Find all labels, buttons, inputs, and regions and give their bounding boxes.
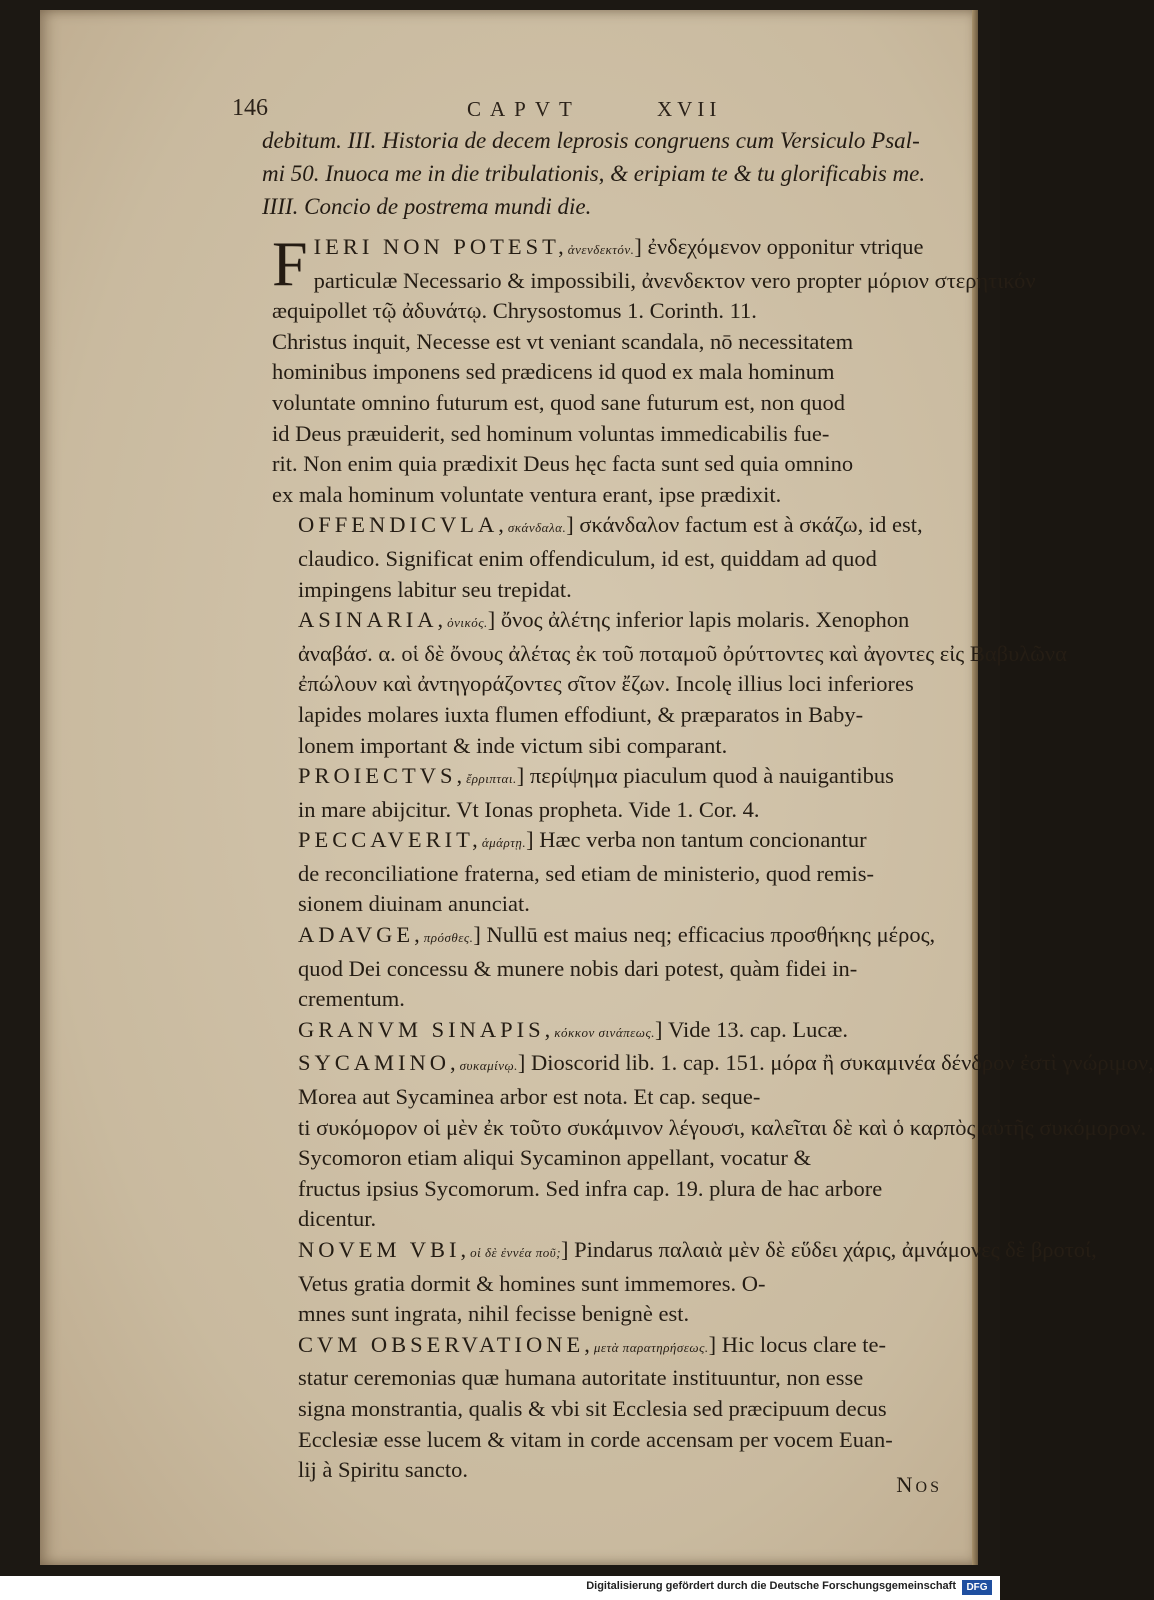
dfg-logo: DFG <box>962 1580 992 1595</box>
footer-bar <box>0 1576 1000 1600</box>
text-line <box>272 954 942 985</box>
text-line <box>272 1455 942 1486</box>
line-text: ] Nullū est maius neq; efficacius προσθήκης μέρος, <box>473 922 936 948</box>
lemma: NOVEM VBI, <box>298 1237 471 1262</box>
summary-line: debitum. III. Historia de decem leprosis congruens cum Versiculo Psal- <box>262 128 920 153</box>
text-line <box>272 889 942 920</box>
text-line <box>272 232 942 266</box>
greek-gloss: κόκκον σινάπεως. <box>554 1024 655 1040</box>
text-line <box>272 639 1067 670</box>
line-text: statur ceremonias quæ humana autoritate instituuntur, non esse <box>298 1365 864 1391</box>
catchword: Nos <box>896 1472 942 1497</box>
line-text: rit. Non enim quia prædixit Deus hęc facta sunt sed quia omnino <box>272 451 854 477</box>
text-line <box>272 327 942 358</box>
greek-gloss: πρόσθες. <box>423 930 474 946</box>
line-text: quod Dei concessu & munere nobis dari potest, quàm fidei in- <box>298 955 858 981</box>
commentary-entry <box>272 1015 942 1049</box>
summary-line: IIII. Concio de postrema mundi die. <box>262 194 592 219</box>
text-line <box>272 731 942 762</box>
text-line <box>272 920 942 954</box>
greek-gloss: συκαμίνῳ. <box>459 1058 518 1074</box>
text-line <box>272 700 942 731</box>
line-text: ἀναβάσ. α. οἱ δὲ ὄνους ἀλέτας ἐκ τοῦ ποταμοῦ ὀρύττοντες καὶ ἀγοντες εἰς Βαβυλῶνα <box>298 640 1067 666</box>
text-line <box>272 1235 1097 1269</box>
greek-gloss: ἀνενδεκτόν. <box>567 242 635 257</box>
text-line <box>272 605 942 639</box>
line-text: ] ὄνος ἀλέτης inferior lapis molaris. Xenophon <box>487 607 910 633</box>
text-line <box>272 388 942 419</box>
line-text: Sycomoron etiam aliqui Sycaminon appellant, vocatur & <box>298 1145 812 1171</box>
lemma: ASINARIA, <box>298 607 448 633</box>
funding-notice: Digitalisierung gefördert durch die Deutsche Forschungsgemeinschaft <box>586 1580 956 1592</box>
page-edge <box>972 10 978 1565</box>
text-line <box>272 1425 942 1456</box>
line-text: id Deus præuiderit, sed hominum voluntas immedicabilis fue- <box>272 420 830 446</box>
line-text: de reconciliatione fraterna, sed etiam de ministerio, quod remis- <box>298 860 875 886</box>
text-line <box>272 669 942 700</box>
commentary-entry <box>272 825 942 920</box>
text-line <box>272 1082 942 1113</box>
text-line <box>272 1363 942 1394</box>
line-text: lonem important & inde victum sibi comparant. <box>298 732 728 758</box>
line-text: sionem diuinam anunciat. <box>298 891 530 917</box>
chapter-number: XVII <box>657 97 722 121</box>
line-text: hominibus imponens sed prædicens id quod ex mala hominum <box>272 359 835 385</box>
page-number: 146 <box>232 95 268 121</box>
text-line <box>272 480 942 511</box>
line-text: ] Hæc verba non tantum concionantur <box>526 827 867 853</box>
lemma: IERI NON POTEST, <box>313 234 568 259</box>
line-text: ] περίψημα piaculum quod à nauigantibus <box>516 763 894 789</box>
lemma: ADAVGE, <box>298 922 424 948</box>
line-text: æquipollet τῷ ἀδυνάτῳ. Chrysostomus 1. Corinth. 11. <box>272 298 757 324</box>
text-line <box>272 1113 1147 1144</box>
commentary-entry <box>272 761 942 825</box>
line-text: ] ἐνδεχόμενον opponitur vtrique <box>634 234 924 259</box>
line-text: Ecclesiæ esse lucem & vitam in corde accensam per vocem Euan- <box>298 1426 893 1452</box>
commentary-entry <box>272 510 942 605</box>
greek-gloss: ἁμάρτῃ. <box>481 835 527 851</box>
greek-gloss: σκάνδαλα. <box>507 520 567 536</box>
lemma: CVM OBSERVATIONE, <box>298 1331 594 1357</box>
line-text: ἐπώλουν καὶ ἀντηγοράζοντες σῖτον ἔζων. Incolę illius loci inferiores <box>298 671 914 697</box>
line-text: lij à Spiritu sancto. <box>298 1457 468 1483</box>
line-text: ] Pindarus παλαιὰ μὲν δὲ εὕδει χάρις, ἀμνάμονες δὲ βροτοί, <box>561 1237 1097 1262</box>
greek-gloss: ὀνικός. <box>447 615 488 631</box>
greek-gloss: ἔρριπται. <box>466 771 517 787</box>
lemma: PECCAVERIT, <box>298 827 482 853</box>
text-line <box>272 1048 1154 1082</box>
text-line <box>272 795 942 826</box>
text-line <box>272 761 942 795</box>
commentary-body <box>272 228 1154 1497</box>
line-text: Vetus gratia dormit & homines sunt immemores. O- <box>298 1270 766 1296</box>
line-text: crementum. <box>298 986 405 1012</box>
text-line <box>272 1394 942 1425</box>
line-text: Morea aut Sycaminea arbor est nota. Et cap. seque- <box>298 1084 761 1110</box>
text-line <box>272 1174 942 1205</box>
chapter-summary <box>262 124 942 223</box>
greek-gloss: μετὰ παρατηρήσεως. <box>593 1339 709 1355</box>
text-line <box>272 1204 942 1235</box>
lemma: GRANVM SINAPIS, <box>298 1016 555 1042</box>
text-line <box>272 266 1036 297</box>
text-line <box>272 544 942 575</box>
text-line <box>272 859 942 890</box>
line-text: claudico. Significat enim offendiculum, id est, quiddam ad quod <box>298 545 877 571</box>
lemma: SYCAMINO, <box>298 1050 460 1076</box>
drop-cap: F <box>272 228 308 299</box>
text-line <box>272 1015 942 1049</box>
line-text: ti συκόμορον οἱ μὲν ἐκ τοῦτο συκάμινον λέγουσι, καλεῖται δὲ καὶ ὁ καρπὸς αὐτῆς συκόμορον. <box>298 1114 1147 1140</box>
line-text: ] Hic locus clare te- <box>708 1331 887 1357</box>
text-line <box>272 1269 942 1300</box>
greek-gloss: οἱ δὲ ἐννέα ποῦ; <box>470 1245 562 1260</box>
text-line <box>272 419 942 450</box>
text-line <box>272 296 942 327</box>
line-text: voluntate omnino futurum est, quod sane futurum est, non quod <box>272 389 846 415</box>
text-line <box>272 825 942 859</box>
commentary-entry <box>272 1048 1154 1235</box>
line-text: ] Dioscorid lib. 1. cap. 151. μόρα ἢ συκαμινέα δένδρον ἐστὶ γνώριμον, <box>517 1050 1154 1076</box>
commentary-entry <box>272 1235 1097 1330</box>
running-title: CAPVT <box>467 97 581 121</box>
line-text: dicentur. <box>298 1206 377 1232</box>
commentary-entry <box>272 605 1067 761</box>
line-text: lapides molares iuxta flumen effodiunt, & præparatos in Baby- <box>298 701 864 727</box>
commentary-entry <box>272 228 1036 510</box>
summary-line: mi 50. Inuoca me in die tribulationis, & eripiam te & tu glorificabis me. <box>262 161 926 186</box>
text-line <box>272 510 942 544</box>
line-text: signa monstrantia, qualis & vbi sit Ecclesia sed præcipuum decus <box>298 1395 887 1421</box>
text-line <box>272 1330 942 1364</box>
text-line <box>272 984 942 1015</box>
line-text: particulæ Necessario & impossibili, ἀνενδεκτον vero propter μόριον στερητικόν <box>313 267 1036 293</box>
lemma: PROIECTVS, <box>298 763 467 789</box>
line-text: fructus ipsius Sycomorum. Sed infra cap. 19. plura de hac arbore <box>298 1175 883 1201</box>
line-text: ex mala hominum voluntate ventura erant, ipse prædixit. <box>272 481 782 507</box>
text-line <box>272 575 942 606</box>
commentary-entry <box>272 920 942 1015</box>
text-line <box>272 449 942 480</box>
lemma: OFFENDICVLA, <box>298 512 508 538</box>
line-text: mnes sunt ingrata, nihil fecisse benignè est. <box>298 1301 690 1327</box>
line-text: impingens labitur seu trepidat. <box>298 576 572 602</box>
line-text: Christus inquit, Necesse est vt veniant scandala, nō necessitatem <box>272 328 854 354</box>
text-line <box>272 357 942 388</box>
commentary-entry <box>272 1330 942 1486</box>
line-text: ] Vide 13. cap. Lucæ. <box>655 1016 848 1042</box>
line-text: in mare abijcitur. Vt Ionas propheta. Vide 1. Cor. 4. <box>298 796 760 822</box>
line-text: ] σκάνδαλον factum est à σκάζω, id est, <box>566 512 923 538</box>
text-line <box>272 1299 942 1330</box>
text-line <box>272 1143 942 1174</box>
